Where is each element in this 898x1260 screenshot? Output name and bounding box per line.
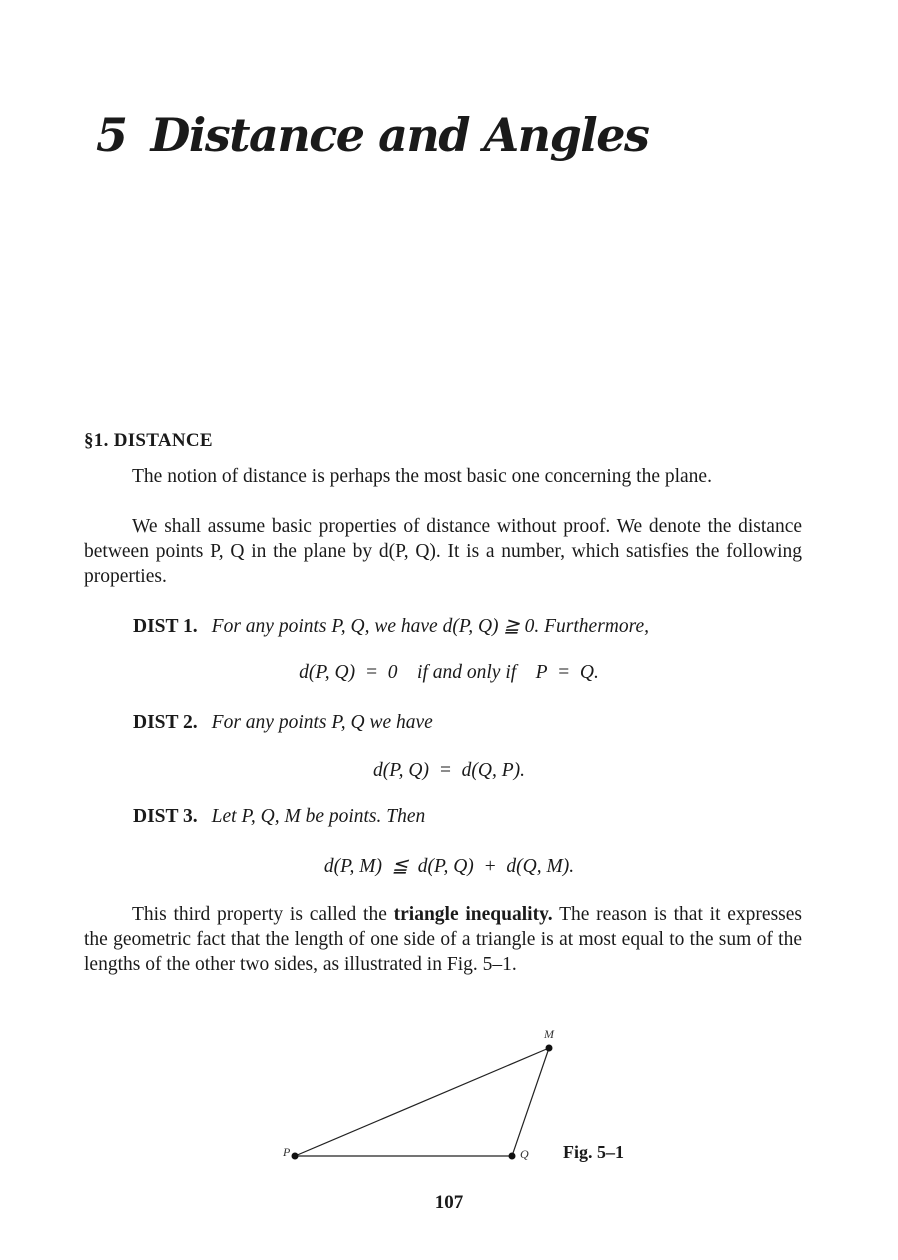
chapter-title xyxy=(96,108,648,162)
formula-dist-1: d(P, Q) = 0 if and only if P = Q. xyxy=(299,662,599,683)
side-pm xyxy=(295,1048,549,1156)
paragraph-intro xyxy=(84,464,802,489)
paragraph-triangle-inequality xyxy=(84,902,802,977)
axiom-statement: Let P, Q, M be points. Then xyxy=(211,806,426,827)
side-qm xyxy=(512,1048,549,1156)
term-triangle-inequality: triangle inequality. xyxy=(393,904,553,925)
axiom-dist-2 xyxy=(133,712,433,734)
paragraph-text: The reason is that it expresses the geometric fact that the length of one side of a triangle is at most equal to the sum of the lengths of the other two sides, as illustrated in Fig. 5–1. xyxy=(84,904,802,975)
axiom-statement: For any points P, Q, we have d(P, Q) ≧ 0. Furthermore, xyxy=(211,616,650,637)
page-number: 107 xyxy=(434,1192,464,1213)
axiom-dist-1 xyxy=(133,614,649,638)
axiom-label: DIST 2. xyxy=(133,712,198,733)
paragraph-text: This third property is called the xyxy=(132,904,394,925)
axiom-statement: For any points P, Q we have xyxy=(211,712,433,733)
point-p-label: P xyxy=(283,1145,291,1159)
paragraph-assumption xyxy=(84,514,802,589)
chapter-title-text: Distance and Angles xyxy=(150,108,649,162)
formula-dist-3: d(P, M) ≦ d(P, Q) + d(Q, M). xyxy=(323,856,575,877)
point-q-dot xyxy=(509,1153,516,1160)
axiom-label: DIST 3. xyxy=(133,806,198,827)
formula-dist-2: d(P, Q) = d(Q, P). xyxy=(373,760,525,781)
point-p-dot xyxy=(292,1153,299,1160)
triangle-figure xyxy=(270,1020,570,1170)
figure-caption: Fig. 5–1 xyxy=(563,1142,624,1162)
paragraph-intro-text: The notion of distance is perhaps the most basic one concerning the plane. xyxy=(132,466,712,487)
axiom-dist-3 xyxy=(133,806,425,828)
point-m-dot xyxy=(546,1045,553,1052)
section-heading: §1. DISTANCE xyxy=(84,430,213,451)
chapter-number: 5 xyxy=(96,108,127,162)
axiom-label: DIST 1. xyxy=(133,616,198,637)
paragraph-assumption-text: We shall assume basic properties of distance without proof. We denote the distance between points P, Q in the plane by d(P, Q). It is a number, which satisfies the following properties. xyxy=(84,516,802,587)
point-q-label: Q xyxy=(520,1147,529,1161)
point-m-label: M xyxy=(544,1027,554,1041)
